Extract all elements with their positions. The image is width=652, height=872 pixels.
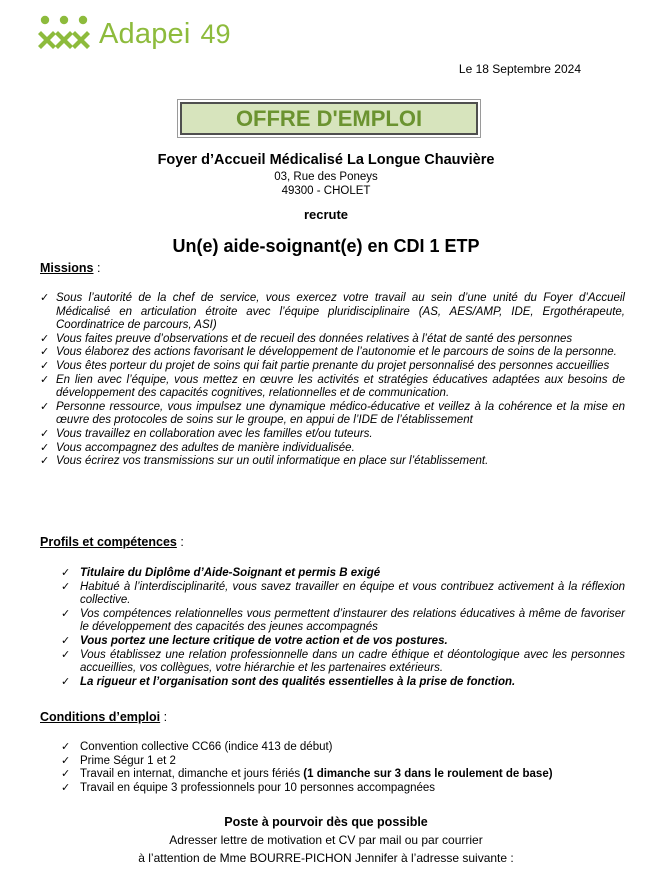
check-icon: ✓ [61, 580, 71, 593]
list-item: ✓ Vous élaborez des actions favorisant le développement de l’autonomie et le parcours de soins de la personne. [40, 346, 617, 359]
poste-availability: Poste à pourvoir dès que possible [224, 815, 428, 829]
address-line-1: 03, Rue des Poneys [274, 171, 378, 183]
check-icon: ✓ [40, 400, 50, 413]
establishment-name: Foyer d’Accueil Médicalisé La Longue Chauvière [157, 152, 495, 168]
check-icon: ✓ [40, 359, 50, 372]
list-item: ✓ Sous l’autorité de la chef de service, vous exercez votre travail au sein d’une unité du Foyer d’Accueil Médicalisé en articulation étroite avec l’équipe pluridisciplinaire (AS, AES/AMP, IDE, Ergothérapeute, Coordinatrice de parcours, ASI) [40, 292, 625, 332]
brand-name: Adapei [99, 17, 191, 50]
missions-title: Missions [40, 261, 94, 275]
document-date: Le 18 Septembre 2024 [458, 62, 581, 76]
offer-title: OFFRE D'EMPLOI [235, 105, 423, 131]
check-icon: ✓ [40, 441, 50, 454]
list-item: ✓ Vous travaillez en collaboration avec les familles et/ou tuteurs. [40, 427, 373, 440]
people-logo-icon [38, 15, 90, 53]
list-item: ✓ Travail en internat, dimanche et jours fériés (1 dimanche sur 3 dans le roulement de base) [61, 768, 553, 781]
check-icon: ✓ [40, 346, 50, 359]
missions-list [40, 292, 625, 469]
brand-number: 49 [200, 18, 231, 49]
profils-title: Profils et compétences [40, 535, 177, 549]
check-icon: ✓ [61, 781, 71, 794]
profils-heading: Profils et compétences : [40, 535, 184, 549]
check-icon: ✓ [61, 567, 71, 579]
list-item: ✓ Travail en équipe 3 professionnels pour 10 personnes accompagnées [61, 781, 436, 794]
list-item: ✓ Vous faites preuve d’observations et de recueil des données relatives à l’état de santé des personnes [40, 332, 573, 345]
conditions-list [61, 741, 621, 795]
list-item: ✓ En lien avec l’équipe, vous mettez en œuvre les activités et stratégies éducatives adaptées aux besoins de développement des capacités cognitives, relationnelles et de communication. [40, 373, 625, 400]
adapei-logo [38, 14, 231, 54]
list-item: ✓ Vous écrirez vos transmissions sur un outil informatique en place sur l’établissement. [40, 455, 489, 468]
list-item: ✓ Prime Ségur 1 et 2 [61, 754, 176, 767]
list-item: ✓ Convention collective CC66 (indice 413 de début) [61, 741, 333, 753]
check-icon: ✓ [40, 427, 50, 440]
recruits-label: recrute [303, 207, 349, 222]
list-item: ✓ La rigueur et l’organisation sont des qualités essentielles à la prise de fonction. [61, 675, 516, 688]
conditions-title: Conditions d’emploi [40, 710, 161, 724]
check-icon: ✓ [61, 607, 71, 620]
list-item: ✓ Vos compétences relationnelles vous permettent d’instaurer des relations éducatives à même de favoriser le développement des capacités des jeunes accompagnés [61, 607, 625, 634]
profils-list [61, 567, 625, 689]
application-contact: à l’attention de Mme BOURRE-PICHON Jennifer à l’adresse suivante : [138, 851, 514, 865]
check-icon: ✓ [61, 768, 71, 781]
list-item: ✓ Personne ressource, vous impulsez une dynamique médico-éducative et veillez à la cohérence et la mise en œuvre des protocoles de soins sur le groupe, en appui de l’IDE de l’établissement [40, 400, 625, 427]
list-item: ✓ Titulaire du Diplôme d’Aide-Soignant et permis B exigé [61, 567, 381, 579]
check-icon: ✓ [40, 455, 50, 468]
check-icon: ✓ [61, 741, 71, 753]
check-icon: ✓ [61, 754, 71, 767]
list-item: ✓ Habitué à l’interdisciplinarité, vous savez travailler en équipe et vous contribuez activement à la réflexion collective. [61, 580, 625, 607]
list-item: ✓ Vous établissez une relation professionnelle dans un cadre éthique et déontologique avec les personnes accueillies, vos collègues, votre hiérarchie et les partenaires extérieurs. [61, 648, 625, 675]
application-instructions: Adresser lettre de motivation et CV par mail ou par courrier [169, 833, 483, 847]
check-icon: ✓ [40, 332, 50, 345]
list-item: ✓ Vous portez une lecture critique de votre action et de vos postures. [61, 634, 448, 647]
list-item: ✓ Vous êtes porteur du projet de soins qui fait partie prenante du projet personnalisé des personnes accueillies [40, 359, 610, 372]
check-icon: ✓ [61, 634, 71, 647]
missions-heading: Missions : [40, 261, 101, 275]
job-title: Un(e) aide-soignant(e) en CDI 1 ETP [172, 236, 480, 256]
offer-title-box [180, 102, 478, 135]
address-line-2: 49300 - CHOLET [281, 185, 371, 197]
list-item: ✓ Vous accompagnez des adultes de manière individualisée. [40, 441, 355, 454]
conditions-heading: Conditions d’emploi : [40, 710, 168, 724]
check-icon: ✓ [61, 648, 71, 661]
check-icon: ✓ [61, 675, 71, 688]
check-icon: ✓ [40, 292, 50, 304]
check-icon: ✓ [40, 373, 50, 386]
